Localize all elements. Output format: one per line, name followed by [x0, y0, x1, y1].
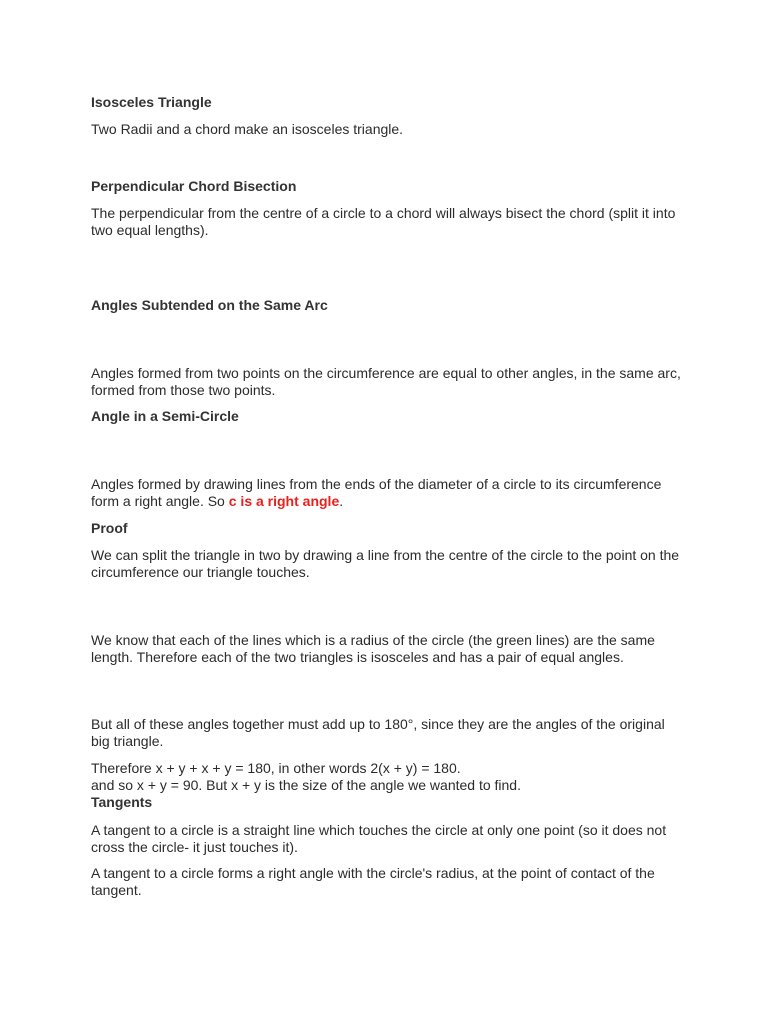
proof-para-1: We can split the triangle in two by drawing a line from the centre of the circle to the point on the circumference our triangle touches. — [91, 547, 680, 580]
semi-circle-text — [91, 476, 681, 510]
right-angle-highlight: c is a right angle — [228, 493, 340, 509]
semi-circle-text-end: . — [339, 493, 344, 509]
proof-para-2: We know that each of the lines which is a radius of the circle (the green lines) are the same length. Therefore each of the two triangles is isosceles and has a pair of equal angles. — [91, 632, 655, 665]
heading-tangents: Tangents — [91, 794, 153, 810]
semi-circle-text-start: Angles formed by drawing lines from the ends of the diameter of a circle to its circumference form a right angle. So — [91, 476, 662, 509]
heading-semi-circle: Angle in a Semi-Circle — [91, 408, 239, 424]
heading-same-arc: Angles Subtended on the Same Arc — [91, 297, 328, 313]
same-arc-text: Angles formed from two points on the circumference are equal to other angles, in the same arc, formed from those two points. — [91, 365, 681, 398]
tangents-para-2: A tangent to a circle forms a right angle with the circle's radius, at the point of contact of the tangent. — [91, 865, 655, 898]
proof-para-4-line-1: Therefore x + y + x + y = 180, in other words 2(x + y) = 180. — [91, 760, 461, 776]
heading-proof: Proof — [91, 520, 128, 536]
heading-isosceles-triangle: Isosceles Triangle — [91, 94, 212, 110]
isosceles-text: Two Radii and a chord make an isosceles triangle. — [91, 121, 404, 137]
proof-para-3: But all of these angles together must add up to 180°, since they are the angles of the original big triangle. — [91, 716, 665, 749]
tangents-para-1: A tangent to a circle is a straight line which touches the circle at only one point (so it does not cross the circle- it just touches it). — [91, 822, 667, 855]
perpendicular-text: The perpendicular from the centre of a circle to a chord will always bisect the chord (split it into two equal lengths). — [91, 205, 676, 238]
heading-perpendicular-chord: Perpendicular Chord Bisection — [91, 178, 297, 194]
proof-para-4-line-2: and so x + y = 90. But x + y is the size of the angle we wanted to find. — [91, 777, 521, 793]
